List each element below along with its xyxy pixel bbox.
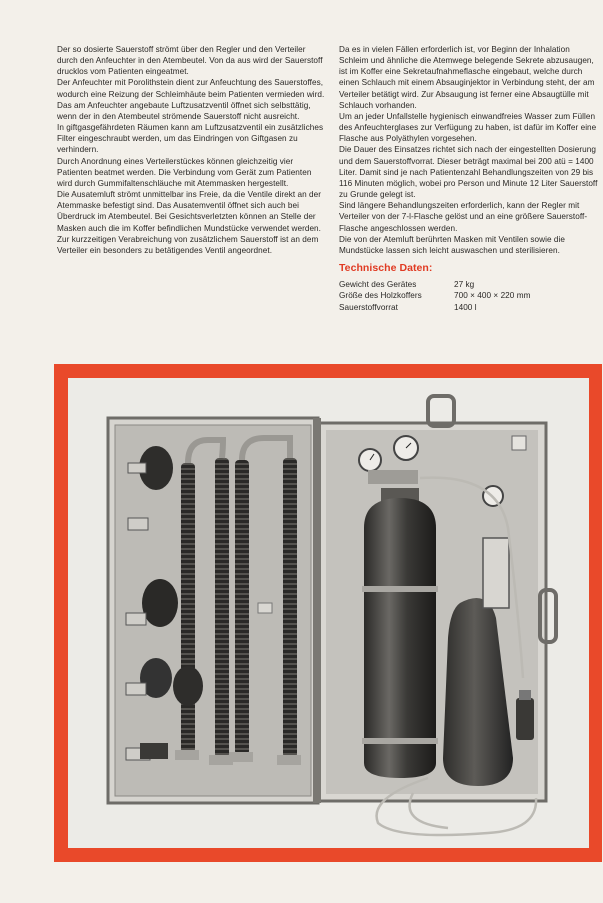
paragraph: Die Ausatemluft strömt unmittelbar ins Freie, da die Ventile direkt an der Atemmaske befestigt sind. Das Ausatemventil öffnet sich auch bei Überdruck im Atembeutel. Bei Gesichtsverletzten können an Stelle der Masken auch die im Koffer befindlichen Mundstücke verwendet werden. <box>57 190 322 233</box>
spec-label: Gewicht des Gerätes <box>339 279 417 289</box>
spec-value: 1400 l <box>454 302 477 312</box>
label-plate <box>258 603 272 613</box>
technical-data-heading: Technische Daten: <box>339 261 433 274</box>
technical-data-table <box>339 279 530 313</box>
paragraph: Zur kurzzeitigen Verabreichung von zusätzlichem Sauerstoff ist an dem Verteiler ein besonders zu betätigendes Ventil angeordnet. <box>57 234 319 255</box>
spec-label: Größe des Holzkoffers <box>339 291 422 301</box>
paragraph: Die Dauer des Einsatzes richtet sich nach der eingestellten Dosierung und dem Sauerstoffvorrat. Dieser beträgt maximal bei 200 atü = 1400 Liter. Damit sind je nach Patientenzahl Behandlungszeiten von 29 bis 116 Minuten möglich, wobei pro Person und Minute 12 Liter Sauerstoff zu Grunde gelegt ist. <box>339 145 598 200</box>
paragraph: Das am Anfeuchter angebaute Luftzusatzventil öffnet sich selbsttätig, wenn der in den Atembeutel strömende Sauerstoff nicht ausreicht. <box>57 100 311 121</box>
oxygen-cylinder <box>362 488 438 778</box>
spec-value: 700 × 400 × 220 mm <box>454 291 531 301</box>
paragraph: Die von der Atemluft berührten Masken mit Ventilen sowie die Mundstücke lassen sich leicht auswaschen und sterilisieren. <box>339 234 565 255</box>
oxygen-case-photo <box>68 378 589 848</box>
paragraph: Durch Anordnung eines Verteilerstückes können gleichzeitig vier Patienten beatmet werden. Die Verbindung vom Gerät zum Patienten wird durch Gummifaltenschläuche mit Atemmasken hergestellt. <box>57 156 312 188</box>
spec-value: 27 kg <box>454 279 475 289</box>
paragraph: In giftgasgefährdeten Räumen kann am Luftzusatzventil ein zusätzliches Filter eingeschraubt werden, um das Eindringen von Giftgasen zu verhindern. <box>57 123 324 155</box>
table-row <box>339 290 530 301</box>
paragraph: Um an jeder Unfallstelle hygienisch einwandfreies Wasser zum Füllen des Anfeuchterglases zur Verfügung zu haben, ist dafür im Koffer eine Flasche aus Polyäthylen vorgesehen. <box>339 111 597 144</box>
paragraph: Da es in vielen Fällen erforderlich ist, vor Beginn der Inhalation Schleim und ähnliche die Atemwege belegende Sekrete abzusaugen, ist im Koffer eine Sekretaufnahmeflasche eingebaut, welche durch einen Schlauch mit einem Absauginjektor in Verbindung steht, der am Verteiler betätigt wird. Zur Absaugung ist ferner eine Absaugtülle mit Schlauch vorhanden. <box>339 45 595 110</box>
text-column-left <box>57 44 325 256</box>
table-row <box>339 302 530 313</box>
text-column-right <box>339 44 601 313</box>
spec-label: Sauerstoffvorrat <box>339 302 398 312</box>
paragraph: Der so dosierte Sauerstoff strömt über den Regler und den Verteiler durch den Anfeuchter in den Atembeutel. Von da aus wird der Sauerstoff drucklos vom Patienten eingeatmet. <box>57 45 323 77</box>
table-row <box>339 279 530 290</box>
paragraph: Der Anfeuchter mit Porolithstein dient zur Anfeuchtung des Sauerstoffes, wodurch eine Reizung der Schleimhäute beim Patienten vermieden wird. <box>57 78 325 99</box>
paragraph: Sind längere Behandlungszeiten erforderlich, kann der Regler mit Verteiler von der 7-l-Flasche gelöst und an eine größere Sauerstoff-Flasche angeschlossen werden. <box>339 201 588 233</box>
oxygen-case-illustration <box>68 378 589 848</box>
